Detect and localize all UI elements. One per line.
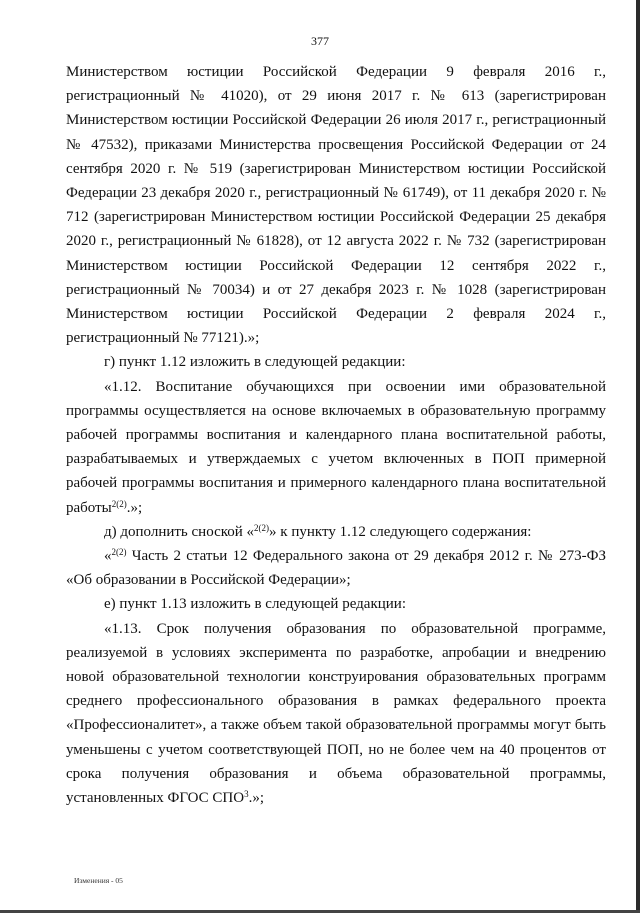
footnote-ref: 2(2) <box>111 547 127 558</box>
item-d-text-end: » к пункту 1.12 следующего содержания: <box>269 523 532 540</box>
item-d-text-start: д) дополнить сноской « <box>104 523 255 540</box>
clause-1-12-text: «1.12. Воспитание обучающихся при освоении ими образовательной программы осуществляется на основе включаемых в образовательную программу рабочей программы воспитания и календарного плана воспитательной работы, разрабатываемых и утверждаемых с учетом включенных в ПОП примерной рабочей программы воспитания и примерного календарного плана воспитательной работы <box>66 378 606 516</box>
clause-1-13-end: .»; <box>248 790 265 807</box>
page-number: 377 <box>311 34 329 48</box>
document-body <box>66 60 606 810</box>
clause-1-12-end: .»; <box>126 499 143 516</box>
paragraph-footnote-text <box>66 544 606 592</box>
footnote-ref: 2(2) <box>254 522 270 533</box>
footnote-body: Часть 2 статьи 12 Федерального закона от 29 декабря 2012 г. № 273-ФЗ «Об образовании в Российской Федерации»; <box>66 548 606 589</box>
scan-edge-right <box>636 0 640 913</box>
footnote-open-quote: « <box>104 548 112 565</box>
paragraph-item-g: г) пункт 1.12 изложить в следующей редакции: <box>104 354 406 371</box>
footnote-ref: 3 <box>244 789 249 800</box>
paragraph-item-d <box>66 520 606 544</box>
paragraph-clause-1-13 <box>66 617 606 811</box>
paragraph-clause-1-12 <box>66 375 606 520</box>
page-footer: Изменения - 05 <box>74 876 123 885</box>
clause-1-13-text: «1.13. Срок получения образования по образовательной программе, реализуемой в условиях эксперимента по разработке, апробации и внедрению новой образовательной технологии конструирования образовательных программ среднего профессионального образования в рамках федерального проекта «Профессионалитет», а также объем такой образовательной программы могут быть уменьшены с учетом соответствующей ПОП, но не более чем на 40 процентов от срока получения образования и объема образовательной программы, установленных ФГОС СПО <box>66 620 606 807</box>
paragraph-item-e: е) пункт 1.13 изложить в следующей редакции: <box>104 596 406 613</box>
footnote-ref: 2(2) <box>111 498 127 509</box>
paragraph-order-references: Министерством юстиции Российской Федерации 9 февраля 2016 г., регистрационный № 41020), от 29 июня 2017 г. № 613 (зарегистрирован Министерством юстиции Российской Федерации 26 июля 2017 г., регистрационный № 47532), приказами Министерства просвещения Российской Федерации от 24 сентября 2020 г. № 519 (зарегистрирован Министерством юстиции Российской Федерации 23 декабря 2020 г., регистрационный № 61749), от 11 декабря 2020 г. № 712 (зарегистрирован Министерством юстиции Российской Федерации 25 декабря 2020 г., регистрационный № 61828), от 12 августа 2022 г. № 732 (зарегистрирован Министерством юстиции Российской Федерации 12 сентября 2022 г., регистрационный № 70034) и от 27 декабря 2023 г. № 1028 (зарегистрирован Министерством юстиции Российской Федерации 2 февраля 2024 г., регистрационный № 77121).»; <box>66 64 606 347</box>
